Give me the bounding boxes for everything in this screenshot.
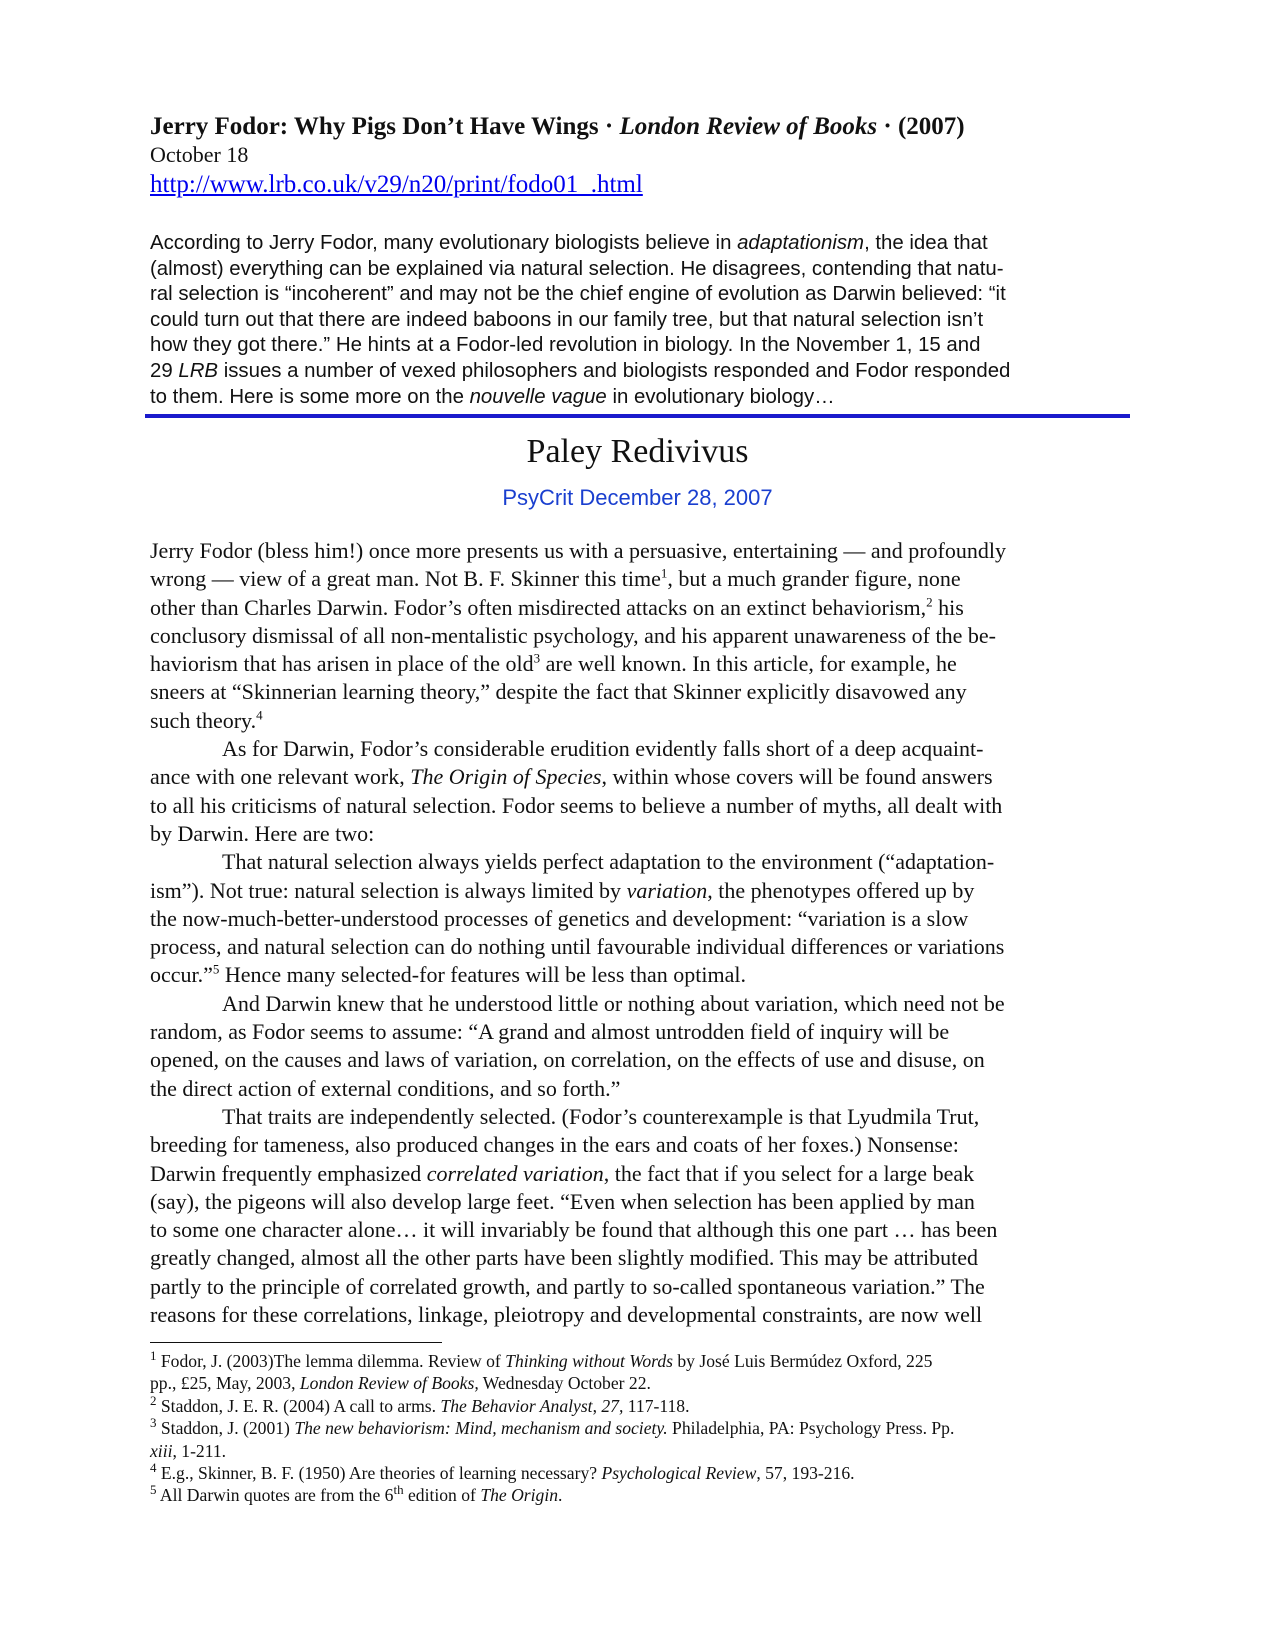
source-publication: London Review of Books <box>619 113 878 140</box>
body-line: opened, on the causes and laws of variation, on correlation, on the effects of use and disuse, on <box>150 1047 985 1073</box>
footnote-ref: 1 <box>660 565 668 581</box>
source-date: October 18 <box>150 142 249 167</box>
footnote-ref: 3 <box>533 650 541 666</box>
body-line: other than Charles Darwin. Fodor’s often misdirected attacks on an extinct behaviorism,$^2$ his <box>150 594 964 620</box>
intro-line: how they got there.” He hints at a Fodor-led revolution in biology. In the November 1, 15 and <box>150 334 981 357</box>
body-line: sneers at “Skinnerian learning theory,” despite the fact that Skinner explicitly disavowed any <box>150 679 967 705</box>
source-header <box>150 112 1130 202</box>
body-line: partly to the principle of correlated growth, and partly to so-called spontaneous variation.” The <box>150 1273 985 1299</box>
source-url-link[interactable]: http://www.lrb.co.uk/v29/n20/print/fodo01_.html <box>150 171 643 198</box>
footnote-2: $^2$ Staddon, J. E. R. (2004) A call to arms. The Behavior Analyst, 27, 117-118. <box>150 1392 690 1416</box>
footnotes <box>150 1350 1130 1507</box>
source-title-text: Jerry Fodor: Why Pigs Don’t Have Wings · <box>150 113 620 140</box>
body-line: greatly changed, almost all the other parts have been slightly modified. This may be attributed <box>150 1245 979 1271</box>
article-title: Paley Redivivus <box>526 433 749 470</box>
body-line: occur.”$^5$ Hence many selected-for features will be less than optimal. <box>150 962 746 988</box>
footnote-1-cont: pp., £25, May, 2003, London Review of Books, Wednesday October 22. <box>150 1373 651 1394</box>
body-line: And Darwin knew that he understood little or nothing about variation, which need not be <box>222 990 1005 1016</box>
footnote-1: $^1$ Fodor, J. (2003)The lemma dilemma. Review of Thinking without Words by José Luis Bermúdez Oxford, 225 <box>150 1348 933 1371</box>
body-line: the direct action of external conditions, and so forth.” <box>150 1075 621 1101</box>
body-line: to some one character alone… it will invariably be found that although this one part … has been <box>150 1217 998 1243</box>
source-year: · (2007) <box>877 113 965 140</box>
body-line: such theory.$^4$ <box>150 707 263 733</box>
body-line: Darwin frequently emphasized correlated variation, the fact that if you select for a large beak <box>150 1160 975 1186</box>
intro-line: could turn out that there are indeed baboons in our family tree, but that natural selection isn’t <box>150 308 984 331</box>
intro-line: According to Jerry Fodor, many evolutionary biologists believe in adaptationism, the idea that <box>150 232 988 254</box>
body-line: random, as Fodor seems to assume: “A grand and almost untrodden field of inquiry will be <box>150 1019 950 1045</box>
intro-line: 29 LRB issues a number of vexed philosophers and biologists responded and Fodor responded <box>150 359 1011 382</box>
footnote-ref: 2 <box>926 594 933 610</box>
footnote-5: $^5$ All Darwin quotes are from the 6th edition of The Origin. <box>150 1482 563 1506</box>
body-line: That traits are independently selected. (Fodor’s counterexample is that Lyudmila Trut, <box>222 1103 980 1129</box>
body-line: As for Darwin, Fodor’s considerable erudition evidently falls short of a deep acquaint- <box>222 736 984 762</box>
body-line: (say), the pigeons will also develop large feet. “Even when selection has been applied by man <box>150 1188 975 1214</box>
article-byline: PsyCrit December 28, 2007 <box>502 485 773 510</box>
intro-paragraph <box>150 231 1125 410</box>
footnote-3: $^3$ Staddon, J. (2001) The new behaviorism: Mind, mechanism and society. Philadelphia, PA: Psychology Press. Pp. <box>150 1415 955 1439</box>
body-line: haviorism that has arisen in place of the old$^3$ are well known. In this article, for example, he <box>150 650 957 677</box>
footnote-3-cont: xiii, 1-211. <box>150 1440 227 1461</box>
intro-line: (almost) everything can be explained via natural selection. He disagrees, contending that natu- <box>150 257 1004 280</box>
footnote-ref: 4 <box>256 707 263 723</box>
intro-line: to them. Here is some more on the nouvelle vague in evolutionary biology… <box>150 385 835 408</box>
intro-line: ral selection is “incoherent” and may not be the chief engine of evolution as Darwin believed: “it <box>150 283 1006 306</box>
body-line: reasons for these correlations, linkage, pleiotropy and developmental constraints, are now well <box>150 1302 983 1328</box>
footnote-ref: 5 <box>212 962 220 978</box>
body-line: That natural selection always yields perfect adaptation to the environment (“adaptation- <box>222 849 995 875</box>
body-line: the now-much-better-understood processes of genetics and development: “variation is a slow <box>150 905 969 931</box>
body-line: ance with one relevant work, The Origin of Species, within whose covers will be found answers <box>150 764 993 790</box>
body-line: wrong — view of a great man. Not B. F. Skinner this time$^1$, but a much grander figure, none <box>150 565 961 592</box>
body-line: by Darwin. Here are two: <box>150 820 375 846</box>
body-line: ism”). Not true: natural selection is always limited by variation, the phenotypes offered up by <box>150 877 975 903</box>
source-title <box>150 112 1130 142</box>
body-line: process, and natural selection can do nothing until favourable individual differences or variations <box>150 934 1005 960</box>
section-divider <box>145 414 1130 418</box>
article-body <box>150 537 1130 1329</box>
body-line: to all his criticisms of natural selection. Fodor seems to believe a number of myths, all dealt with <box>150 792 1003 818</box>
footnote-4: $^4$ E.g., Skinner, B. F. (1950) Are theories of learning necessary? Psychological Review, 57, 193-216. <box>150 1460 855 1484</box>
body-line: conclusory dismissal of all non-mentalistic psychology, and his apparent unawareness of the be- <box>150 622 996 648</box>
footnote-separator <box>150 1342 442 1343</box>
body-line: Jerry Fodor (bless him!) once more presents us with a persuasive, entertaining — and profoundly <box>150 538 1006 563</box>
body-line: breeding for tameness, also produced changes in the ears and coats of her foxes.) Nonsense: <box>150 1132 959 1158</box>
